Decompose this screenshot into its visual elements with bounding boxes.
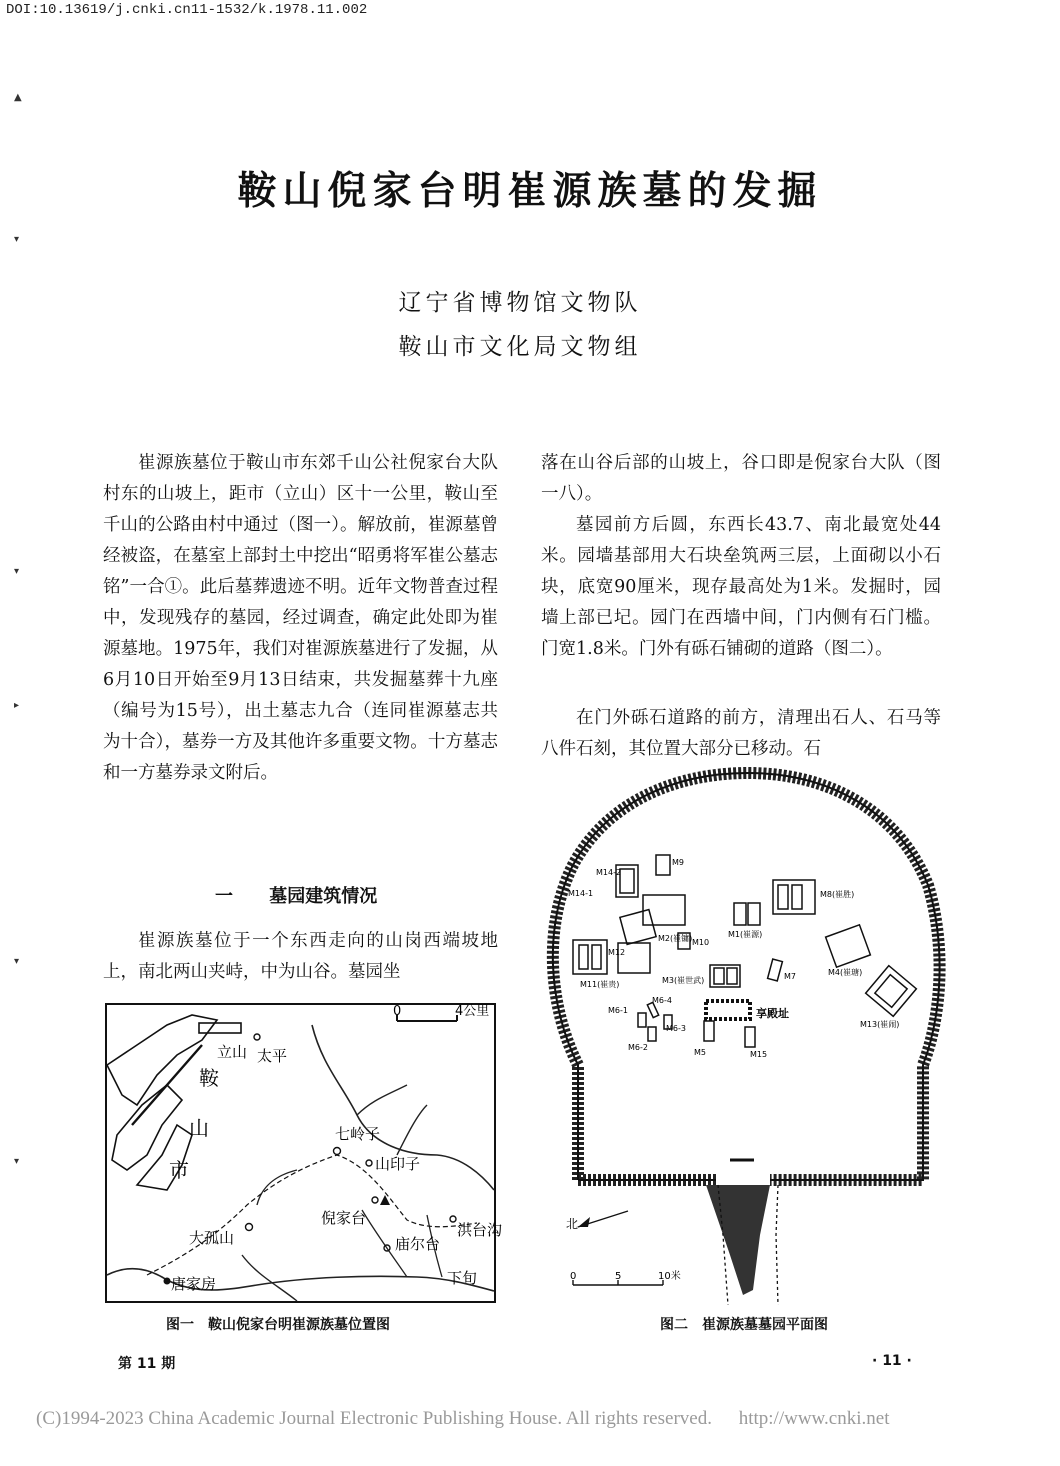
figure-2-caption: 图二 崔源族墓墓园平面图 — [660, 1317, 828, 1333]
cemetery-plan-svg — [538, 765, 948, 1305]
body-paragraph-continued: 落在山谷后部的山坡上，谷口即是倪家台大队（图一八）。 — [541, 453, 941, 504]
tomb-inner — [579, 945, 588, 969]
tomb-inner — [714, 968, 724, 984]
figure-1-caption: 图一 鞍山倪家台明崔源族墓位置图 — [166, 1317, 390, 1333]
body-paragraph-wall: 墓园前方后圆，东西长43.7、南北最宽处44米。园墙基部用大石块垒筑两三层，上面砌以小石块，底宽90厘米，现存最高处为1米。发掘时，园墙上部已圮。园门在西墙中间，门内侧有石门槛。门宽1.8米。门外有砾石铺砌的道路（图二）。 — [541, 515, 941, 659]
tomb-m15 — [745, 1027, 755, 1047]
tomb-label: M6-1 — [608, 1006, 628, 1015]
cemetery-wall-inner — [553, 773, 940, 1180]
road-edge — [776, 1185, 778, 1305]
tomb-label: M13(崔闹) — [860, 1020, 900, 1029]
scale-label-0: 0 — [570, 1271, 577, 1282]
margin-mark: ▾ — [14, 1156, 20, 1167]
north-label: 北 — [566, 1217, 579, 1231]
tomb-label: M6-2 — [628, 1043, 648, 1052]
page-number: · 11 · — [872, 1353, 912, 1369]
tomb-m1a — [734, 903, 746, 925]
scale-end-label: 4公里 — [455, 1004, 490, 1019]
tomb-label: M14-1 — [568, 889, 594, 898]
north-arrow-head-icon — [578, 1217, 590, 1227]
city-outline — [199, 1023, 241, 1033]
river-line — [242, 1255, 297, 1301]
figure-location-map — [105, 1003, 503, 1303]
place-name: 洪台沟 — [457, 1221, 503, 1239]
figure-cemetery-plan — [538, 765, 948, 1305]
tomb-m13 — [866, 966, 917, 1017]
tomb-m6-1 — [638, 1013, 646, 1027]
place-name: 太平 — [257, 1047, 288, 1065]
copyright-text: (C)1994-2023 China Academic Journal Electronic Publishing House. All rights reserved. — [36, 1408, 712, 1429]
copyright-footer — [36, 1408, 889, 1430]
body-paragraph-location: 崔源族墓位于一个东西走向的山岗西端坡地上，南北两山夹峙，中为山谷。墓园坐 — [103, 931, 498, 982]
body-paragraph-statues: 在门外砾石道路的前方，清理出石人、石马等八件石刻，其位置大部分已移动。石 — [541, 708, 941, 759]
city-label-char: 鞍 — [199, 1066, 219, 1090]
tomb-label: M6-3 — [666, 1024, 686, 1033]
river-line — [397, 1105, 427, 1155]
place-name: 七岭子 — [335, 1125, 381, 1143]
tomb-label: M7 — [784, 972, 796, 981]
cnki-link[interactable]: http://www.cnki.net — [738, 1408, 890, 1429]
margin-mark: ▲ — [14, 92, 22, 103]
scale-start-label: 0 — [393, 1004, 402, 1019]
doi-line: DOI:10.13619/j.cnki.cn11-1532/k.1978.11.002 — [6, 2, 368, 18]
tomb-label: M11(崔贵) — [580, 980, 620, 989]
railway-line — [132, 1045, 202, 1125]
tomb-label: M12 — [608, 948, 626, 957]
tomb-m7 — [768, 959, 783, 981]
margin-mark: ▾ — [14, 234, 20, 245]
tomb-m6-2 — [648, 1027, 656, 1041]
place-name: 庙尔台 — [395, 1235, 441, 1253]
tomb-m14-1 — [620, 910, 656, 945]
body-paragraph-intro: 崔源族墓位于鞍山市东郊千山公社倪家台大队村东的山坡上，距市（立山）区十一公里，鞍山至千山的公路由村中通过（图一）。解放前，崔源墓曾经被盗，在墓室上部封土中挖出“昭勇将军崔公墓志铭”一合①。此后墓葬遗迹不明。近年文物普查过程中，发现残存的墓园，经过调查，确定此处即为崔源墓地。1975年，我们对崔源族墓进行了发掘，从6月10日开始至9月13日结束，共发掘墓葬十九座（编号为15号），出土墓志九合（连同崔源墓志共为十合），墓券一方及其他许多重要文物。十方墓志和一方墓券录文附后。 — [103, 453, 498, 783]
section-heading — [215, 882, 377, 908]
author-1: 辽宁省博物馆文物队 — [398, 290, 642, 316]
hall-foundation — [706, 1001, 750, 1019]
tomb-m9 — [656, 855, 670, 875]
gravel-road — [706, 1185, 770, 1295]
issue-number: 第 11 期 — [118, 1356, 176, 1372]
settlement-marker — [254, 1034, 260, 1040]
section-number: 一 — [215, 886, 233, 907]
hall-label: 享殿址 — [756, 1007, 789, 1020]
section-title: 墓园建筑情况 — [269, 886, 378, 907]
settlement-marker — [164, 1278, 171, 1285]
tomb-label: M1(崔源) — [728, 930, 763, 939]
tomb-label: M14-2 — [596, 868, 622, 877]
tomb-label: M15 — [750, 1050, 768, 1059]
tomb-label: M9 — [672, 858, 684, 867]
place-name: 立山 — [217, 1043, 248, 1061]
river-line — [257, 1170, 297, 1205]
scale-label-10: 10米 — [658, 1271, 681, 1282]
city-label-char: 市 — [169, 1158, 189, 1182]
tomb-inner — [778, 885, 788, 909]
settlement-marker — [366, 1160, 372, 1166]
tomb-label: M8(崔胜) — [820, 890, 855, 899]
tomb-label: M2(崔镛) — [658, 934, 693, 943]
settlement-marker — [246, 1224, 253, 1231]
place-name: 山印子 — [375, 1155, 421, 1173]
margin-mark: ▾ — [14, 956, 20, 967]
settlement-marker — [450, 1216, 456, 1222]
scale-label-5: 5 — [615, 1271, 622, 1282]
author-2: 鞍山市文化局文物组 — [398, 334, 642, 360]
tomb-label: M10 — [692, 938, 710, 947]
settlement-marker — [334, 1148, 341, 1155]
tomb-label: M3(崔世武) — [662, 976, 705, 985]
tomb-m12 — [573, 940, 607, 974]
river-line — [357, 1085, 407, 1115]
place-name: 下旬 — [447, 1269, 478, 1287]
city-label-char: 山 — [189, 1116, 209, 1140]
tomb-m4 — [826, 925, 871, 967]
margin-mark: ▸ — [14, 700, 20, 711]
settlement-marker — [372, 1197, 378, 1203]
tomb-m1b — [748, 903, 760, 925]
margin-mark: ▾ — [14, 566, 20, 577]
place-name: 唐家房 — [171, 1275, 217, 1293]
place-name: 倪家台 — [321, 1209, 367, 1227]
tomb-label: M4(崔瑭) — [828, 968, 863, 977]
tomb-site-marker — [380, 1195, 390, 1205]
tomb-inner — [620, 869, 634, 893]
tomb-inner — [792, 885, 802, 909]
article-title: 鞍山倪家台明崔源族墓的发掘 — [237, 169, 823, 214]
tomb-inner — [727, 968, 737, 984]
place-name: 大孤山 — [189, 1229, 235, 1247]
tomb-m5 — [704, 1021, 714, 1041]
tomb-label: M6-4 — [652, 996, 672, 1005]
tomb-label: M5 — [694, 1048, 706, 1057]
tomb-inner — [592, 945, 601, 969]
location-map-svg — [107, 1004, 503, 1301]
tomb-inner — [875, 975, 907, 1008]
cemetery-wall — [553, 773, 940, 1180]
